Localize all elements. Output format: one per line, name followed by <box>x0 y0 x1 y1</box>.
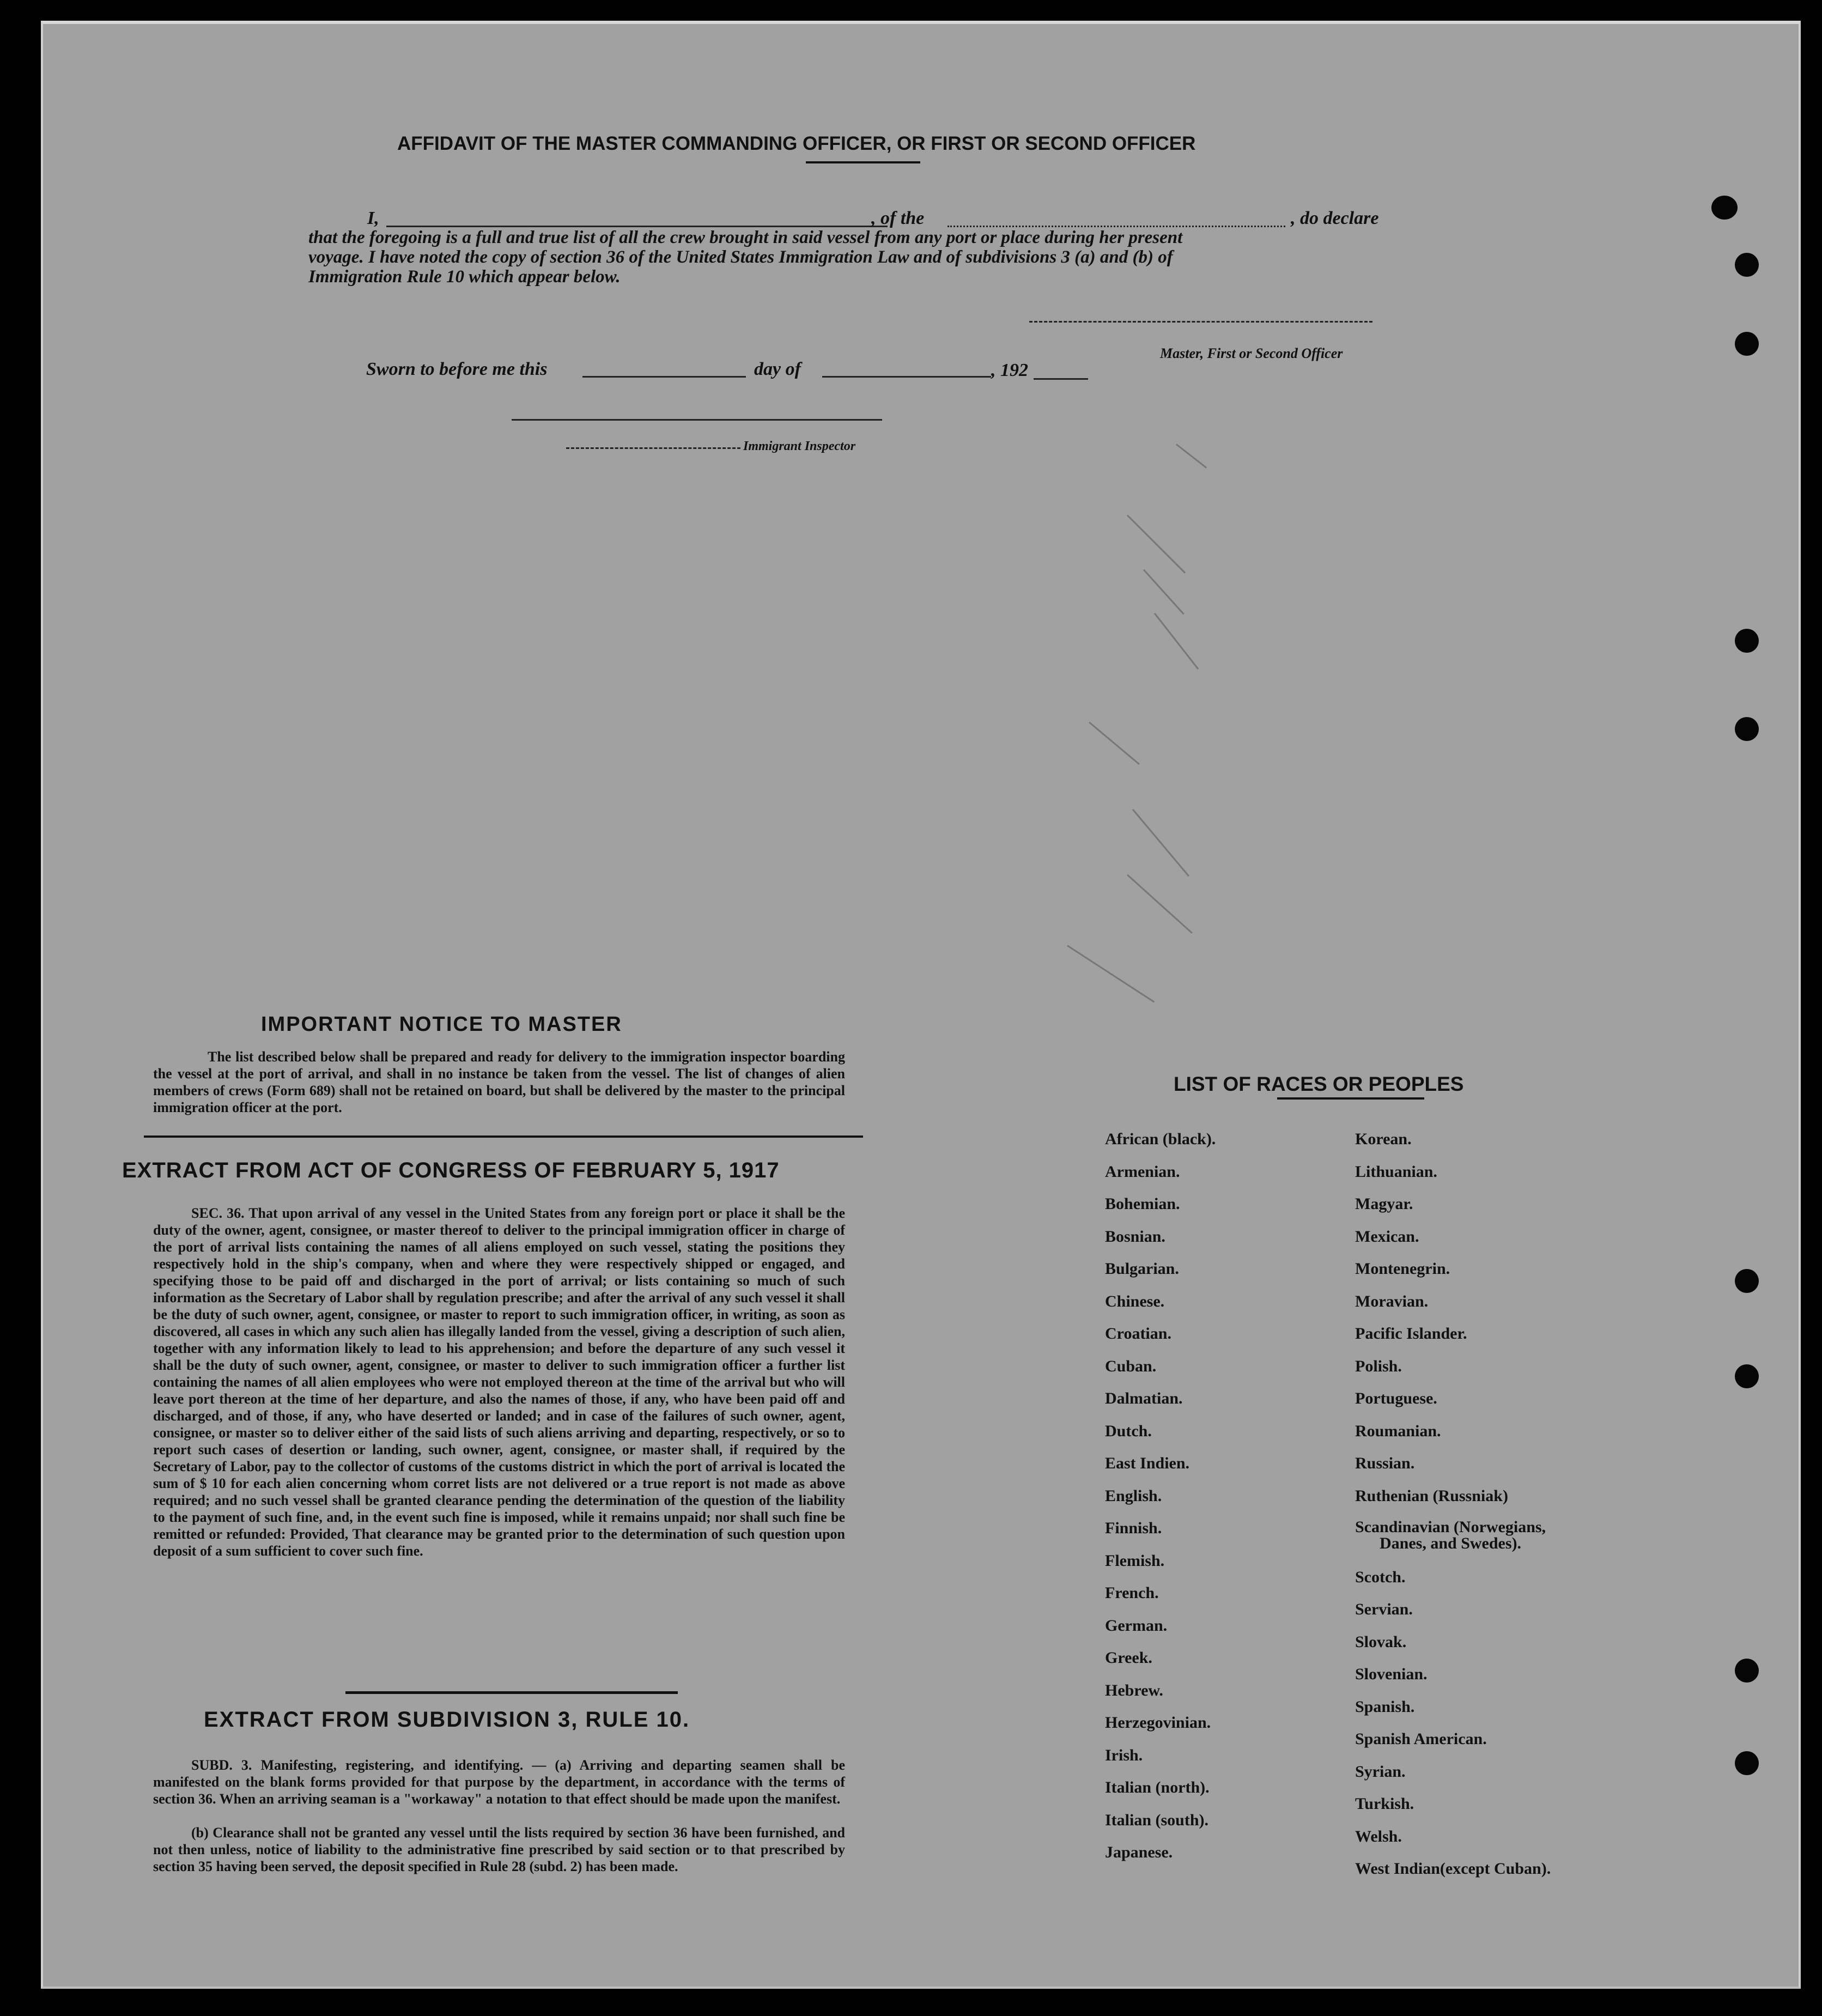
race-item: Moravian. <box>1355 1292 1429 1310</box>
race-item: Chinese. <box>1105 1292 1165 1310</box>
race-item: Syrian. <box>1355 1762 1406 1781</box>
race-item: Pacific Islander. <box>1355 1325 1467 1343</box>
name-line[interactable] <box>386 226 888 227</box>
races-title-rule <box>1277 1097 1424 1100</box>
race-item: Dutch. <box>1105 1422 1152 1440</box>
rule-extract-body-a: SUBD. 3. Manifesting, registering, and identifying. — (a) Arriving and departing seamen shall be manifested on the blank forms provided for that purpose by the department, in accordance with the terms of section 36. When an arriving seaman is a "workaway" a notation to that effect should be made upon the manifest. <box>153 1757 845 1807</box>
document-page <box>41 21 1801 1989</box>
race-item: Herzegovinian. <box>1105 1714 1211 1732</box>
race-item: Dalmatian. <box>1105 1389 1183 1407</box>
sworn-year-line[interactable] <box>1034 378 1088 380</box>
race-item: Greek. <box>1105 1649 1152 1667</box>
affidavit-i: I, <box>367 208 379 228</box>
pencil-mark <box>1127 874 1193 933</box>
pencil-mark <box>1176 444 1207 468</box>
race-item: Italian (south). <box>1105 1811 1209 1829</box>
pencil-mark <box>1143 569 1185 615</box>
inspector-label: Immigrant Inspector <box>743 439 856 453</box>
inspector-signature-line[interactable] <box>512 419 882 421</box>
race-item: Magyar. <box>1355 1195 1413 1213</box>
race-item: Welsh. <box>1355 1827 1402 1845</box>
race-item: Finnish. <box>1105 1519 1162 1537</box>
race-item: East Indien. <box>1105 1454 1190 1472</box>
race-item: Polish. <box>1355 1357 1402 1375</box>
race-item: Italian (north). <box>1105 1778 1210 1796</box>
sworn-day-line[interactable] <box>582 376 746 378</box>
race-item: German. <box>1105 1616 1168 1635</box>
punch-hole <box>1735 253 1759 277</box>
affidavit-of-the: , of the <box>871 208 925 228</box>
notice-body: The list described below shall be prepared and ready for delivery to the immigration inspector boarding the vessel at the port of arrival, and shall in no instance be taken from the vessel. The list of changes of alien members of crews (Form 689) shall not be retained on board, but shall be delivered by the master to the principal immigration officer at the port. <box>153 1049 845 1115</box>
race-item: Irish. <box>1105 1746 1143 1764</box>
race-item: Bosnian. <box>1105 1227 1165 1246</box>
sworn-day-of: day of <box>754 359 801 379</box>
race-item: Lithuanian. <box>1355 1162 1437 1181</box>
inspector-name-line[interactable] <box>566 447 740 449</box>
sworn-month-line[interactable] <box>822 376 991 378</box>
race-item: Portuguese. <box>1355 1389 1437 1407</box>
race-item: Roumanian. <box>1355 1422 1441 1440</box>
affidavit-title: AFFIDAVIT OF THE MASTER COMMANDING OFFICER, OR FIRST OR SECOND OFFICER <box>397 133 1196 154</box>
race-item: Cuban. <box>1105 1357 1157 1375</box>
punch-hole <box>1735 717 1759 741</box>
race-item: Bohemian. <box>1105 1195 1180 1213</box>
race-item: Turkish. <box>1355 1795 1414 1813</box>
race-item: Hebrew. <box>1105 1681 1163 1699</box>
pencil-mark <box>1132 809 1189 877</box>
race-item: Russian. <box>1355 1454 1415 1472</box>
pencil-mark <box>1067 945 1155 1003</box>
notice-title: IMPORTANT NOTICE TO MASTER <box>261 1013 622 1036</box>
pencil-mark <box>1154 613 1199 670</box>
race-item: Ruthenian (Russniak) <box>1355 1486 1508 1505</box>
affidavit-text-line4: Immigration Rule 10 which appear below. <box>308 267 621 287</box>
race-item: Spanish. <box>1355 1697 1415 1716</box>
race-item: Korean. <box>1355 1130 1412 1148</box>
affidavit-text-line2: that the foregoing is a full and true list of all the crew brought in said vessel from any port or place during her present <box>308 228 1183 247</box>
affidavit-declare: , do declare <box>1291 208 1379 228</box>
race-item: Spanish American. <box>1355 1730 1487 1748</box>
punch-hole <box>1735 629 1759 653</box>
punch-hole <box>1735 1269 1759 1293</box>
race-item: French. <box>1105 1584 1159 1602</box>
race-item: Scandinavian (Norwegians, Danes, and Swedes). <box>1355 1518 1546 1552</box>
signature-line[interactable] <box>1029 321 1372 323</box>
punch-hole <box>1735 1364 1759 1388</box>
races-title: LIST OF RACES OR PEOPLES <box>1174 1073 1464 1095</box>
race-item: Montenegrin. <box>1355 1260 1450 1278</box>
act-extract-title: EXTRACT FROM ACT OF CONGRESS OF FEBRUARY 5, 1917 <box>122 1158 780 1182</box>
affidavit-title-rule <box>806 161 920 163</box>
sworn-year: , 192 <box>991 360 1028 380</box>
race-item: Servian. <box>1355 1600 1413 1618</box>
race-item: Armenian. <box>1105 1162 1180 1181</box>
vessel-line[interactable] <box>948 226 1285 227</box>
punch-hole <box>1735 1751 1759 1775</box>
rule-extract-title: EXTRACT FROM SUBDIVISION 3, RULE 10. <box>204 1708 690 1732</box>
pencil-mark <box>1089 721 1140 764</box>
punch-hole <box>1711 196 1738 220</box>
race-item: Flemish. <box>1105 1551 1165 1570</box>
race-item: West Indian(except Cuban). <box>1355 1860 1551 1878</box>
race-item: Slovak. <box>1355 1632 1407 1651</box>
race-item: Mexican. <box>1355 1227 1419 1246</box>
race-item: Slovenian. <box>1355 1665 1428 1683</box>
rule-extract-body-b: (b) Clearance shall not be granted any vessel until the lists required by section 36 have been furnished, and not then unless, notice of liability to the administrative fine prescribed by said section or to that prescribed by section 35 having been served, the deposit specified in Rule 28 (subd. 2) has been made. <box>153 1825 845 1874</box>
sworn-prefix: Sworn to before me this <box>366 359 548 379</box>
race-item: Bulgarian. <box>1105 1260 1179 1278</box>
race-item: African (black). <box>1105 1130 1216 1148</box>
punch-hole <box>1735 1659 1759 1683</box>
act-extract-rule <box>345 1691 678 1694</box>
notice-rule <box>144 1135 863 1138</box>
race-item: English. <box>1105 1486 1162 1505</box>
race-item: Croatian. <box>1105 1325 1171 1343</box>
punch-hole <box>1735 332 1759 356</box>
race-item: Scotch. <box>1355 1568 1406 1586</box>
pencil-mark <box>1127 514 1186 573</box>
signature-label: Master, First or Second Officer <box>1160 345 1343 361</box>
affidavit-text-line3: voyage. I have noted the copy of section 36 of the United States Immigration Law and of subdivisions 3 (a) and (b) of <box>308 247 1173 267</box>
act-extract-body: SEC. 36. That upon arrival of any vessel in the United States from any foreign port or place it shall be the duty of the owner, agent, consignee, or master thereof to deliver to the principal immigration officer in charge of the port of arrival lists containing the names of all aliens employed on such vessel, stating the positions they respectively hold in the ship's company, when and where they were respectively shipped or engaged, and specifying those to be paid off and discharged in the port of arrival; or lists containing so much of such information as the Secretary of Labor shall by regulation prescribe; and after the arrival of any such vessel it shall be the duty of such owner, agent, consignee, or master to report to such immigration officer, in writing, as soon as discovered, all cases in which any such alien has illegally landed from the vessel, giving a description of such alien, together with any information likely to lead to his apprehension; and before the departure of any such vessel it shall be the duty of such owner, agent, consignee, or master to deliver to such immigration officer a further list containing the names of all alien employees who were not employed thereon at the time of the arrival but who will leave port thereon at the time of her departure, and also the names of those, if any, who have been paid off and discharged, and of those, if any, who have deserted or landed; and in case of the failures of such owner, agent, consignee, or master so to deliver either of the said lists of such aliens arriving and departing, respectively, or so to report such cases of desertion or landing, such owner, agent, consignee, or master shall, if required by the Secretary of Labor, pay to the collector of customs of the customs district in which the port of arrival is located the sum of $ 10 for each alien concerning whom corret lists are not delivered or a true report is not made as above required; and no such vessel shall be granted clearance pending the determination of the question of the liability to the payment of such fine, and, in the event such fine is imposed, while it remains unpaid; nor shall such fine be remitted or refunded: Provided, That clearance may be granted prior to the determination of such question upon deposit of a sum sufficient to cover such fine. <box>153 1205 845 1559</box>
race-item: Japanese. <box>1105 1843 1173 1861</box>
